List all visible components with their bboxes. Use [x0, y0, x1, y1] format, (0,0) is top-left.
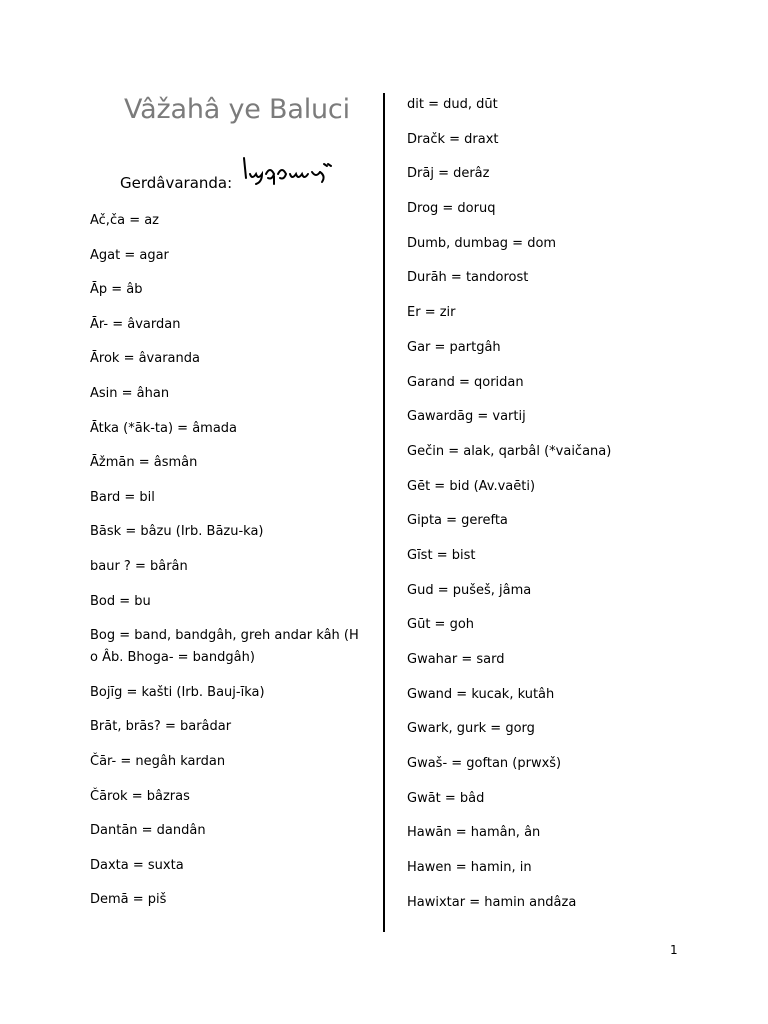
- glossary-entry: Gwand = kucak, kutâh: [407, 686, 555, 702]
- glossary-entry: Gūt = goh: [407, 617, 475, 633]
- glossary-entry: Asin = âhan: [90, 385, 170, 401]
- glossary-entry: baur ? = bârân: [90, 558, 188, 574]
- glossary-entry: Daxta = suxta: [90, 857, 184, 873]
- glossary-entry: Drāj = derâz: [407, 166, 490, 182]
- glossary-entry: Garand = qoridan: [407, 374, 524, 390]
- glossary-entry: Drog = doruq: [407, 201, 496, 217]
- glossary-entry: Gawardāg = vartij: [407, 409, 526, 425]
- glossary-entry: Ač,ča = az: [90, 213, 160, 228]
- glossary-entry: Dantān = dandân: [90, 823, 206, 839]
- column-divider: [383, 93, 385, 932]
- glossary-entry: Dračk = draxt: [407, 131, 499, 147]
- glossary-entry: Ār- = âvardan: [90, 316, 181, 332]
- glossary-entry: Bog = band, bandgâh, greh andar kâh (H o Âb. Bhoga- = bandgâh): [90, 628, 359, 666]
- glossary-entry: Ārok = âvaranda: [90, 351, 200, 367]
- page-number: 1: [670, 943, 678, 957]
- document-title: Vâžahâ ye Baluci: [124, 94, 350, 125]
- glossary-entry: Demā = piš: [90, 892, 167, 908]
- glossary-entry: Hawixtar = hamin andâza: [407, 894, 577, 910]
- glossary-entry: Gīst = bist: [407, 547, 476, 563]
- glossary-entry: Čārok = bâzras: [90, 788, 190, 804]
- glossary-entry: Gipta = gerefta: [407, 513, 508, 529]
- glossary-entry: Gwahar = sard: [407, 652, 505, 667]
- right-column: [407, 94, 707, 927]
- glossary-entry: Bard = bil: [90, 489, 155, 505]
- glossary-entry: Bod = bu: [90, 593, 151, 609]
- glossary-entry: dit = dud, dūt: [407, 97, 498, 112]
- glossary-entry: Bojīg = kašti (Irb. Bauj-īka): [90, 684, 265, 700]
- glossary-entry: Ātka (*āk-ta) = âmada: [90, 420, 238, 436]
- glossary-entry: Āžmān = âsmân: [90, 455, 198, 471]
- glossary-entry: Durāh = tandorost: [407, 270, 529, 286]
- glossary-entry: Gečin = alak, qarbâl (*vaičana): [407, 443, 612, 459]
- glossary-entry: Gwāt = bâd: [407, 790, 485, 806]
- glossary-entry: Brāt, brās? = barâdar: [90, 719, 232, 735]
- glossary-entry: Gud = pušeš, jâma: [407, 582, 532, 598]
- left-column: [90, 210, 360, 924]
- glossary-entry: Dumb, dumbag = dom: [407, 235, 557, 251]
- glossary-entry: Er = zir: [407, 305, 456, 321]
- glossary-entry: Gwark, gurk = gorg: [407, 721, 535, 737]
- glossary-entry: Hawen = hamin, in: [407, 860, 532, 876]
- glossary-entry: Hawān = hamân, ân: [407, 825, 541, 841]
- glossary-entry: Agat = agar: [90, 247, 169, 263]
- glossary-entry: Čār- = negâh kardan: [90, 753, 226, 769]
- author-label: Gerdâvaranda:: [120, 174, 233, 192]
- glossary-entry: Gar = partgâh: [407, 339, 501, 355]
- glossary-entry: Gēt = bid (Av.vaēti): [407, 478, 536, 494]
- glossary-entry: Bāsk = bâzu (Irb. Bāzu-ka): [90, 524, 264, 540]
- glossary-entry: Gwaš- = goftan (prwxš): [407, 756, 562, 772]
- author-signature-script: [240, 152, 332, 188]
- glossary-entry: Āp = âb: [90, 282, 143, 298]
